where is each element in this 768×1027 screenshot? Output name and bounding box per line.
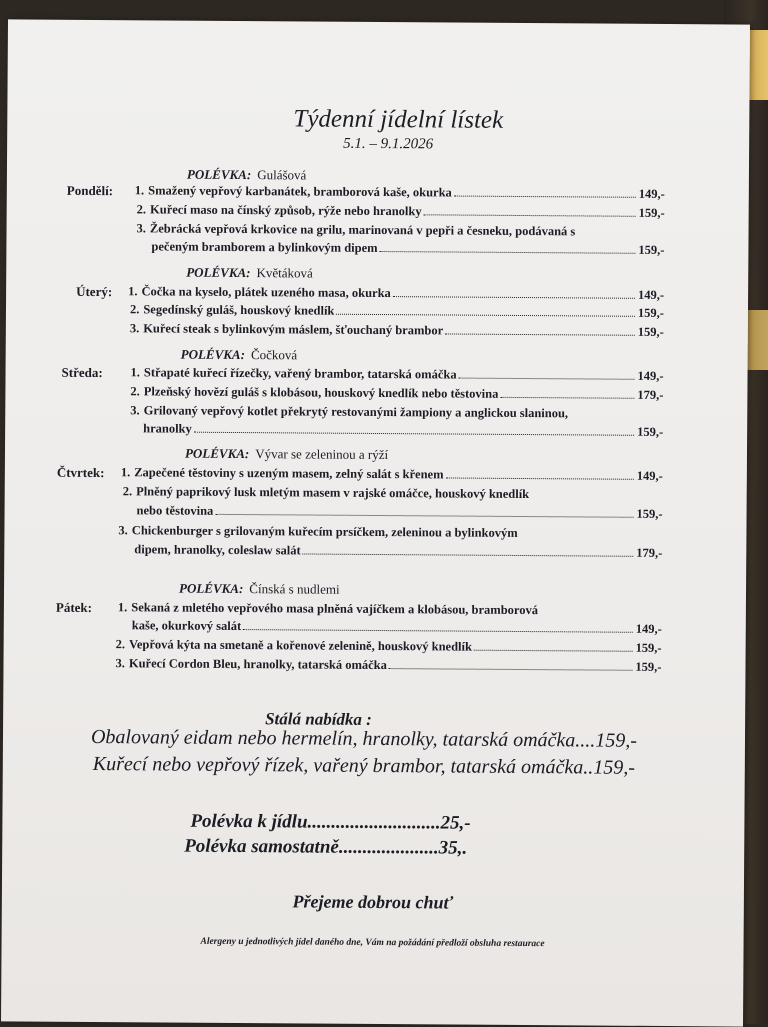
- item-number: 1.: [134, 183, 145, 198]
- menu-dates: 5.1. – 9.1.2026: [343, 135, 434, 153]
- menu-title: Týdenní jídelní lístek: [293, 105, 504, 134]
- menu-item: [123, 484, 663, 503]
- item-text: kaše, okurkový salát: [131, 618, 242, 634]
- item-price: 159,-: [638, 205, 665, 220]
- soup-name: Květáková: [256, 265, 313, 281]
- item-price: 149,-: [635, 621, 662, 636]
- dot-leader: [445, 333, 635, 335]
- dot-leader: [215, 514, 633, 518]
- item-number: 2.: [122, 484, 133, 499]
- soup-label: POLÉVKA:: [180, 346, 246, 363]
- menu-item: [121, 465, 663, 484]
- soup-thursday: [185, 446, 388, 463]
- closing-wish: Přejeme dobrou chuť: [292, 891, 454, 913]
- permanent-offer-title: Stálá nabídka :: [265, 709, 372, 729]
- item-number: 3.: [118, 523, 128, 538]
- menu-item: [137, 202, 665, 221]
- menu-item: [130, 302, 664, 321]
- item-text: Žebrácká vepřová krkovice na grilu, marinovaná v pepři a česneku, podávaná s: [149, 221, 576, 239]
- item-price: 159,-: [635, 640, 662, 655]
- soup-label: POLÉVKA:: [186, 264, 251, 281]
- soup-price-with-meal: Polévka k jídlu............................25,-: [190, 810, 471, 834]
- item-text: Vepřová kýta na smetaně a kořenové zelenině, houskový knedlík: [128, 637, 473, 654]
- menu-item-continuation: [132, 618, 662, 637]
- dot-leader: [194, 432, 634, 436]
- menu-item: [130, 384, 663, 403]
- item-price: 149,-: [638, 287, 665, 302]
- menu-item: [136, 221, 664, 240]
- item-number: 1.: [120, 465, 131, 480]
- menu-item: [115, 656, 661, 675]
- allergen-note: Alergeny u jednotlivých jídel daného dne, Vám na požádání předloží obsluha restaurace: [200, 936, 545, 950]
- soup-price-standalone: Polévka samostatně.....................35,.: [184, 835, 468, 859]
- item-text: Čočka na kyselo, plátek uzeného masa, okurka: [141, 284, 391, 301]
- item-price: 159,-: [637, 424, 664, 439]
- menu-item: [116, 637, 662, 656]
- day-wednesday: Středa:: [61, 364, 103, 381]
- soup-friday: [179, 581, 340, 598]
- item-number: 1.: [130, 365, 140, 380]
- dot-leader: [454, 196, 636, 198]
- day-monday: Pondělí:: [66, 182, 114, 199]
- menu-item-continuation: [137, 503, 663, 522]
- menu-item: [130, 403, 663, 422]
- item-text: hranolky: [143, 421, 192, 436]
- item-text: Kuřecí steak s bylinkovým máslem, šťouchaný brambor: [143, 321, 444, 338]
- item-price: 179,-: [637, 387, 664, 402]
- item-price: 159,-: [635, 659, 662, 674]
- dot-leader: [459, 378, 635, 380]
- dot-leader: [446, 477, 634, 479]
- dot-leader: [424, 214, 636, 216]
- soup-name: Vývar se zeleninou a rýží: [255, 446, 389, 463]
- item-text: Smažený vepřový karbanátek, bramborová kaše, okurka: [148, 183, 452, 200]
- soup-label: POLÉVKA:: [184, 445, 250, 462]
- item-price: 159,-: [637, 324, 664, 339]
- item-text: nebo těstovina: [136, 503, 214, 518]
- menu-item: [130, 365, 663, 384]
- item-text: Kuřecí Cordon Bleu, hranolky, tatarská omáčka: [128, 656, 387, 673]
- item-number: 1.: [117, 600, 128, 615]
- item-price: 179,-: [636, 545, 663, 560]
- item-number: 2.: [115, 637, 126, 652]
- soup-monday: [187, 167, 307, 184]
- item-text: Střapaté kuřecí řízečky, vařený brambor, tatarská omáčka: [143, 365, 457, 382]
- permanent-offer-item: Obalovaný eidam nebo hermelín, hranolky, tatarská omáčka....159,-: [90, 726, 638, 752]
- dot-leader: [389, 668, 633, 671]
- dot-leader: [380, 251, 636, 254]
- menu-sheet: [1, 19, 750, 1026]
- item-number: 3.: [136, 221, 146, 236]
- menu-item: [118, 523, 662, 542]
- item-price: 159,-: [638, 242, 665, 257]
- item-text: Kuřecí maso na čínský způsob, rýže nebo hranolky: [150, 202, 422, 219]
- day-tuesday: Úterý:: [76, 283, 113, 300]
- soup-label: POLÉVKA:: [178, 580, 244, 597]
- menu-item: [128, 284, 664, 303]
- item-number: 2.: [136, 202, 147, 217]
- soup-wednesday: [181, 347, 298, 364]
- item-text: Chickenburger s grilovaným kuřecím prsíčkem, zeleninou a bylinkovým: [131, 523, 518, 540]
- item-price: 149,-: [638, 186, 665, 201]
- soup-label: POLÉVKA:: [186, 166, 252, 183]
- soup-name: Čínská s nudlemi: [249, 581, 340, 597]
- menu-item-continuation: [151, 239, 664, 258]
- dot-leader: [303, 553, 634, 556]
- item-price: 159,-: [637, 305, 665, 320]
- dot-leader: [500, 397, 634, 399]
- dot-leader: [243, 629, 633, 633]
- item-text: Zapečené těstoviny s uzeným masem, zelný salát s křenem: [134, 465, 444, 482]
- item-number: 2.: [129, 302, 140, 317]
- soup-tuesday: [186, 265, 313, 282]
- item-price: 159,-: [636, 506, 663, 521]
- dot-leader: [336, 314, 635, 317]
- dot-leader: [474, 650, 633, 652]
- menu-item: [130, 321, 664, 340]
- soup-name: Čočková: [250, 347, 298, 363]
- item-text: Sekaná z mletého vepřového masa plněná vajíčkem a klobásou, bramborová: [131, 600, 539, 618]
- item-number: 3.: [130, 403, 140, 418]
- menu-item: [118, 600, 662, 619]
- item-text: dipem, hranolky, coleslaw salát: [134, 542, 301, 558]
- day-friday: Pátek:: [55, 599, 93, 616]
- item-number: 2.: [130, 384, 140, 399]
- item-price: 149,-: [637, 368, 664, 383]
- item-text: pečeným bramborem a bylinkovým dipem: [151, 239, 378, 255]
- menu-item-continuation: [143, 421, 663, 440]
- permanent-offer-item: Kuřecí nebo vepřový řízek, vařený brambor, tatarská omáčka..159,-: [92, 753, 635, 779]
- item-text: Segedínský guláš, houskový knedlík: [143, 302, 335, 318]
- item-number: 3.: [129, 321, 140, 336]
- soup-name: Gulášová: [257, 167, 307, 183]
- day-thursday: Čtvrtek:: [56, 464, 105, 481]
- item-number: 3.: [115, 656, 125, 671]
- menu-item: [135, 183, 665, 202]
- item-price: 149,-: [636, 468, 663, 483]
- item-number: 1.: [128, 284, 138, 299]
- item-text: Grilovaný vepřový kotlet překrytý restovanými žampiony a anglickou slaninou,: [143, 403, 569, 421]
- item-text: Plněný paprikový lusk mletým masem v rajské omáčce, houskový knedlík: [136, 484, 530, 502]
- menu-item-continuation: [134, 542, 662, 561]
- item-text: Plzeňský hovězí guláš s klobásou, houskový knedlík nebo těstovina: [143, 384, 499, 401]
- dot-leader: [393, 296, 635, 299]
